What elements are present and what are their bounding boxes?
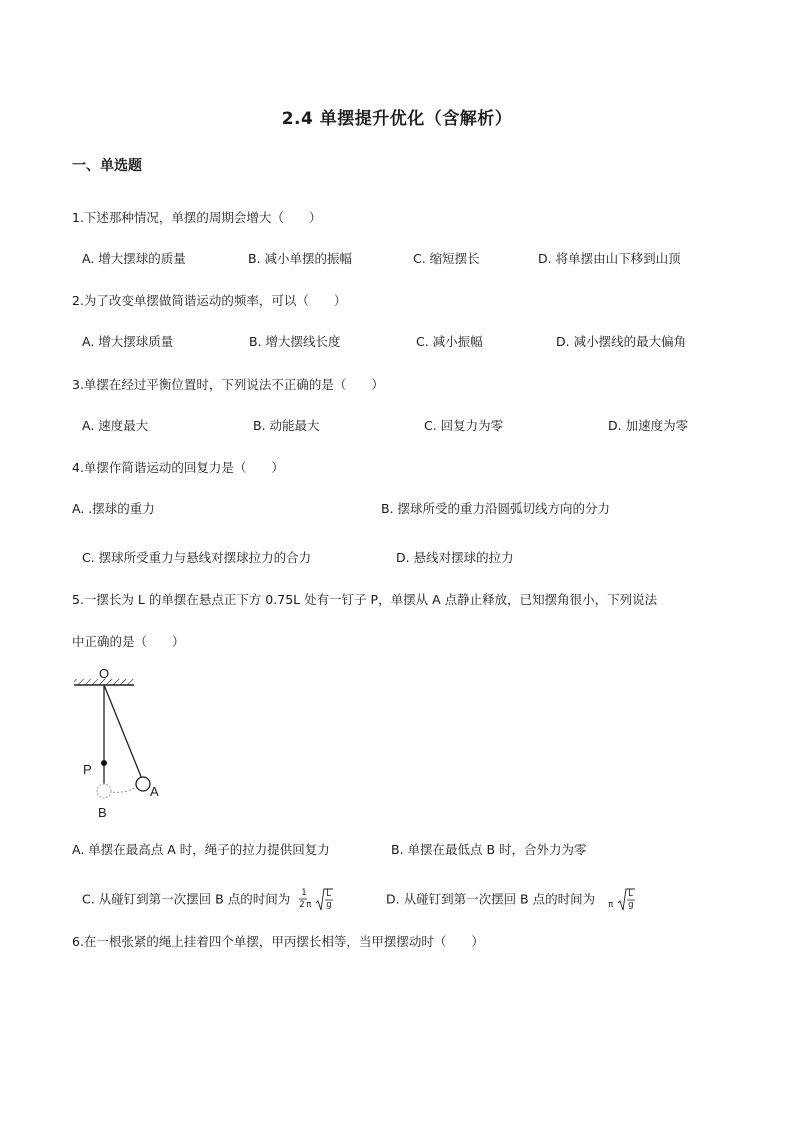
q1-option-d: D. 将单摆由山下移到山顶: [538, 251, 681, 266]
formula-c: [298, 888, 334, 912]
formula-c-g: g: [326, 900, 332, 910]
formula-c-num: 1: [301, 888, 307, 898]
question-3-stem: 3.单摆在经过平衡位置时，下列说法不正确的是（ ）: [72, 377, 384, 392]
q5-option-d: [386, 888, 637, 912]
section-heading: 一、单选题: [72, 158, 142, 174]
q1-option-b: B. 减小单摆的振幅: [248, 251, 353, 266]
formula-c-den: 2: [299, 900, 305, 910]
q4-option-c: C. 摆球所受重力与悬线对摆球拉力的合力: [82, 550, 312, 565]
q2-option-d: D. 减小摆线的最大偏角: [556, 334, 687, 349]
q4-option-d: D. 悬线对摆球的拉力: [396, 550, 514, 565]
q5-option-a: A. 单摆在最高点 A 时，绳子的拉力提供回复力: [72, 842, 330, 857]
released-string: [104, 685, 142, 779]
label-a: A: [150, 784, 159, 799]
label-p: P: [83, 762, 92, 777]
formula-c-l: L: [326, 889, 331, 899]
label-o: O: [99, 666, 110, 681]
q3-option-a: A. 速度最大: [82, 418, 149, 433]
question-5-stem-line2: 中正确的是（ ）: [72, 634, 185, 649]
q3-option-d: D. 加速度为零: [608, 418, 689, 433]
bob-b: [97, 784, 111, 798]
formula-c-pi: π: [306, 900, 312, 910]
bob-a: [136, 777, 150, 791]
question-1-stem: 1.下述那种情况，单摆的周期会增大（ ）: [72, 210, 322, 225]
q4-option-b: B. 摆球所受的重力沿圆弧切线方向的分力: [381, 501, 611, 516]
question-2-stem: 2.为了改变单摆做简谐运动的频率，可以（ ）: [72, 293, 347, 308]
q2-option-a: A. 增大摆球质量: [82, 334, 174, 349]
question-6-stem: 6.在一根张紧的绳上挂着四个单摆，甲丙摆长相等，当甲摆摆动时（ ）: [72, 934, 484, 949]
q2-option-b: B. 增大摆线长度: [249, 334, 341, 349]
formula-d: [607, 888, 637, 912]
formula-d-g: g: [628, 900, 634, 910]
question-4-stem: 4.单摆作简谐运动的回复力是（ ）: [72, 460, 284, 475]
q5-option-d-text: D. 从碰钉到第一次摆回 B 点的时间为: [386, 891, 596, 907]
q5-option-c: [82, 888, 334, 912]
q1-option-a: A. 增大摆球的质量: [82, 251, 186, 266]
formula-d-l: L: [628, 889, 633, 899]
q2-option-c: C. 减小振幅: [416, 334, 483, 349]
q4-option-a: A. .摆球的重力: [72, 501, 155, 516]
question-5-stem-line1: 5.一摆长为 L 的单摆在悬点正下方 0.75L 处有一钉子 P，单摆从 A 点静止释放，已知摆角很小，下列说法: [72, 592, 658, 607]
pendulum-figure: [68, 666, 178, 826]
q5-option-b: B. 单摆在最低点 B 时，合外力为零: [391, 842, 587, 857]
formula-d-pi: π: [608, 900, 614, 910]
label-b: B: [98, 805, 107, 820]
swing-arc: [109, 786, 138, 792]
nail-p: [101, 760, 107, 766]
q3-option-b: B. 动能最大: [253, 418, 320, 433]
q1-option-c: C. 缩短摆长: [413, 251, 480, 266]
page-title: 2.4 单摆提升优化（含解析）: [281, 109, 513, 129]
q5-option-c-text: C. 从碰钉到第一次摆回 B 点的时间为: [82, 891, 291, 907]
q3-option-c: C. 回复力为零: [424, 418, 504, 433]
